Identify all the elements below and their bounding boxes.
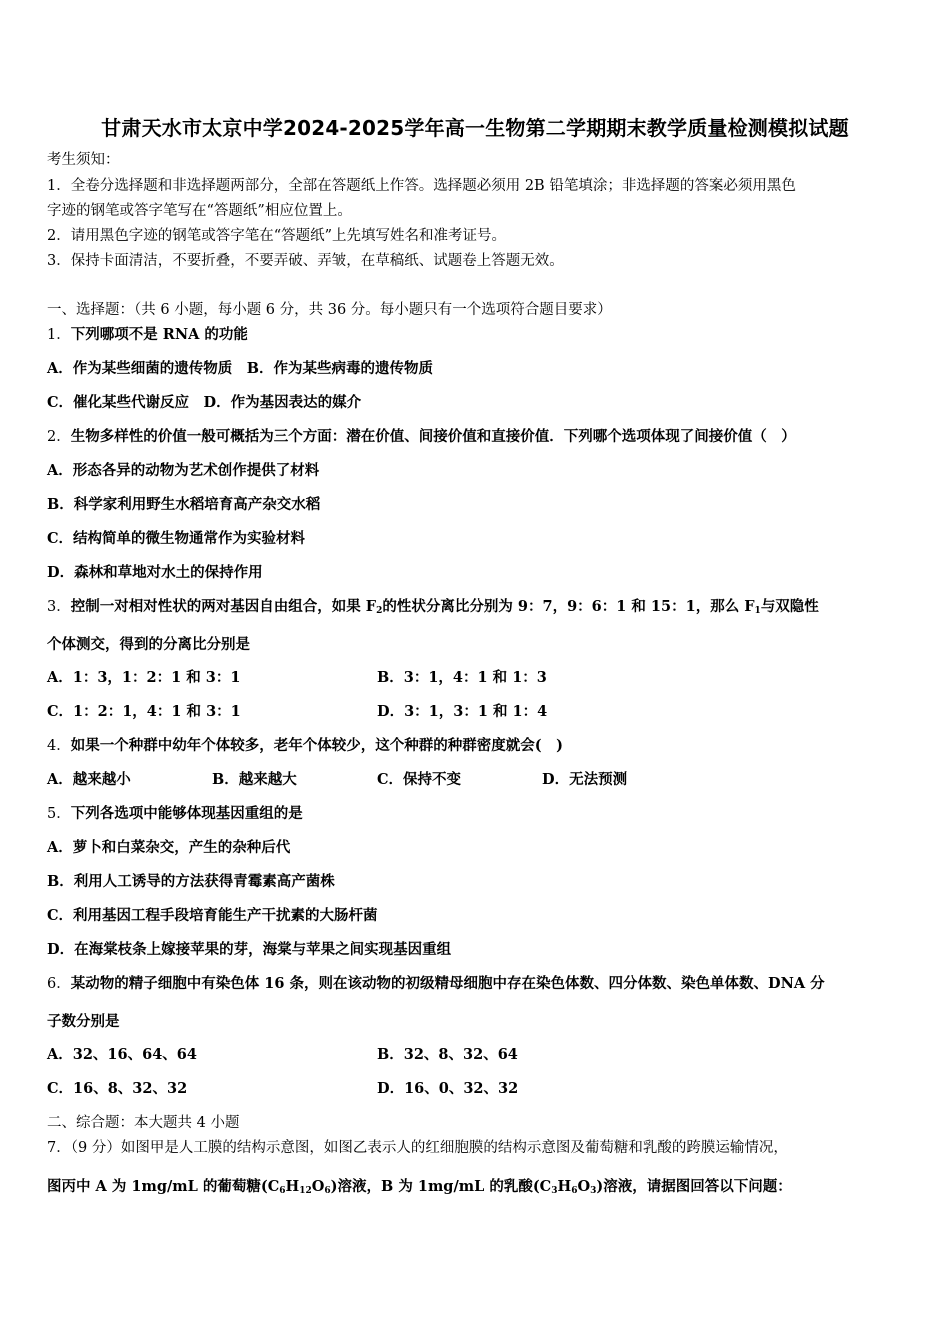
- question-4-stem: 4．如果一个种群中幼年个体较多，老年个体较少，这个种群的种群密度就会( ): [47, 737, 563, 754]
- question-number: 2．: [47, 429, 71, 445]
- question-6-stem-cont: 子数分别是: [47, 1013, 120, 1030]
- page-title: 甘肃天水市太京中学2024-2025学年高一生物第二学期期末教学质量检测模拟试题: [101, 116, 849, 140]
- question-5-stem: 5．下列各选项中能够体现基因重组的是: [47, 805, 303, 822]
- notice-item-1: 1．全卷分选择题和非选择题两部分，全部在答题纸上作答。选择题必须用 2B 铅笔填涂；非选择题的答案必须用黑色: [47, 178, 796, 194]
- question-7-stem-cont: 图丙中 A 为 1mg/mL 的葡萄糖$(C_6H_{12}O_6)$溶液，B 为 1mg/mL 的乳酸$(C_3H_6O_3)$溶液，请据图回答以下问题：: [47, 1178, 792, 1196]
- notice-item-1-cont: 字迹的钢笔或答字笔写在“答题纸”相应位置上。: [47, 203, 352, 219]
- question-5-option-b: B．利用人工诱导的方法获得青霉素高产菌株: [47, 873, 335, 890]
- question-6-option-d: D．16、0、32、32: [377, 1080, 519, 1097]
- question-4-option-a: A．越来越小: [47, 771, 131, 788]
- question-3-stem: 3．控制一对相对性状的两对基因自由组合，如果 $F_2$的性状分离比分别为 9：7，9：6：1 和 15：1，那么 $F_1$与双隐性: [47, 598, 819, 616]
- question-2-stem: 2．生物多样性的价值一般可概括为三个方面：潜在价值、间接价值和直接价值．下列哪个选项体现了间接价值（ ）: [47, 428, 796, 445]
- question-5-option-a: A．萝卜和白菜杂交，产生的杂种后代: [47, 839, 291, 856]
- question-6-option-c: C．16、8、32、32: [47, 1080, 188, 1097]
- question-number: 3．: [47, 599, 71, 615]
- question-3-option-c: C．1：2：1，4：1 和 3：1: [47, 703, 241, 720]
- question-4-option-b: B．越来越大: [212, 771, 297, 788]
- question-1-options-row-2: C．催化某些代谢反应 D．作为基因表达的媒介: [47, 394, 362, 411]
- question-2-option-d: D．森林和草地对水土的保持作用: [47, 564, 263, 581]
- question-6-option-a: A．32、16、64、64: [47, 1046, 197, 1063]
- question-number: 1．: [47, 327, 71, 343]
- notice-item-3: 3．保持卡面清洁，不要折叠，不要弄破、弄皱，在草稿纸、试题卷上答题无效。: [47, 253, 564, 269]
- question-number: 4．: [47, 738, 71, 754]
- question-5-option-c: C．利用基因工程手段培育能生产干扰素的大肠杆菌: [47, 907, 378, 924]
- question-number: 7．: [47, 1140, 71, 1156]
- question-number: 5．: [47, 806, 71, 822]
- question-3-option-d: D．3：1，3：1 和 1：4: [377, 703, 548, 720]
- question-7-stem: 7．（9 分）如图甲是人工膜的结构示意图，如图乙表示人的红细胞膜的结构示意图及葡萄糖和乳酸的跨膜运输情况，: [47, 1140, 788, 1156]
- question-3-stem-cont: 个体测交，得到的分离比分别是: [47, 636, 250, 653]
- notice-item-2: 2．请用黑色字迹的钢笔或答字笔在“答题纸”上先填写姓名和准考证号。: [47, 228, 507, 244]
- question-5-option-d: D．在海棠枝条上嫁接苹果的芽，海棠与苹果之间实现基因重组: [47, 941, 452, 958]
- question-6-stem: 6．某动物的精子细胞中有染色体 16 条，则在该动物的初级精母细胞中存在染色体数、四分体数、染色单体数、DNA 分: [47, 975, 825, 992]
- question-4-option-d: D．无法预测: [542, 771, 628, 788]
- question-2-option-c: C．结构简单的微生物通常作为实验材料: [47, 530, 306, 547]
- question-2-option-a: A．形态各异的动物为艺术创作提供了材料: [47, 462, 320, 479]
- question-1-stem: 1．下列哪项不是 RNA 的功能: [47, 326, 248, 343]
- question-3-option-a: A．1：3，1：2：1 和 3：1: [47, 669, 241, 686]
- question-number: 6．: [47, 976, 71, 992]
- question-4-option-c: C．保持不变: [377, 771, 462, 788]
- notice-heading: 考生须知：: [47, 152, 120, 168]
- question-6-option-b: B．32、8、32、64: [377, 1046, 518, 1063]
- section-heading-comprehensive: 二、综合题：本大题共 4 小题: [47, 1115, 240, 1131]
- question-1-options-row-1: A．作为某些细菌的遗传物质 B．作为某些病毒的遗传物质: [47, 360, 434, 377]
- question-3-option-b: B．3：1，4：1 和 1：3: [377, 669, 547, 686]
- section-heading-choice: 一、选择题：（共 6 小题，每小题 6 分，共 36 分。每小题只有一个选项符合题目要求）: [47, 302, 612, 318]
- question-2-option-b: B．科学家利用野生水稻培育高产杂交水稻: [47, 496, 321, 513]
